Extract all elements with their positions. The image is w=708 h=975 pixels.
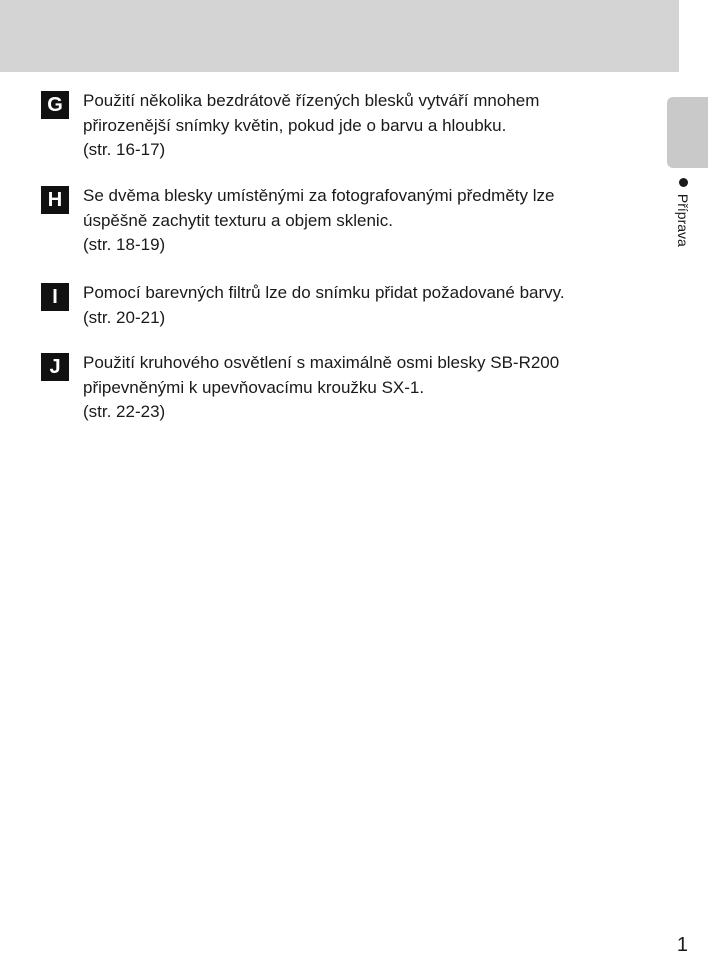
entry-h-text — [83, 184, 641, 258]
page-reference: (str. 22-23) — [83, 402, 166, 421]
entry-line: úspěšně zachytit texturu a objem sklenic. — [83, 210, 393, 230]
entry-i-text — [83, 281, 641, 330]
section-tab — [667, 97, 708, 168]
entry-g — [41, 89, 641, 163]
letter-badge-h: H — [41, 186, 69, 214]
header-band — [0, 0, 679, 72]
page-reference: (str. 20-21) — [83, 307, 166, 327]
entry-line: Pomocí barevných filtrů lze do snímku přidat požadované barvy. — [83, 283, 565, 302]
entry-g-text — [83, 89, 641, 163]
entry-j — [41, 351, 641, 425]
page-number: 1 — [676, 934, 688, 956]
letter-badge-i: I — [41, 283, 69, 311]
entry-line: přirozenější snímky květin, pokud jde o barvu a hloubku. — [83, 115, 507, 135]
page-reference: (str. 16-17) — [83, 140, 166, 159]
entry-line: Použití několika bezdrátově řízených blesků vytváří mnohem — [83, 91, 540, 110]
entry-j-text — [83, 351, 641, 425]
letter-badge-j: J — [41, 353, 69, 381]
entry-line: Se dvěma blesky umístěnými za fotografovanými předměty lze — [83, 186, 555, 205]
entry-line: připevněnými k upevňovacímu kroužku SX-1. — [83, 377, 425, 397]
section-label — [673, 178, 693, 258]
bullet-dot-icon — [679, 178, 688, 187]
entry-i — [41, 281, 641, 330]
section-label-text: Příprava — [675, 193, 691, 247]
page-reference: (str. 18-19) — [83, 235, 166, 254]
entry-line: Použití kruhového osvětlení s maximálně osmi blesky SB-R200 — [83, 353, 560, 372]
entry-h — [41, 184, 641, 258]
letter-badge-g: G — [41, 91, 69, 119]
